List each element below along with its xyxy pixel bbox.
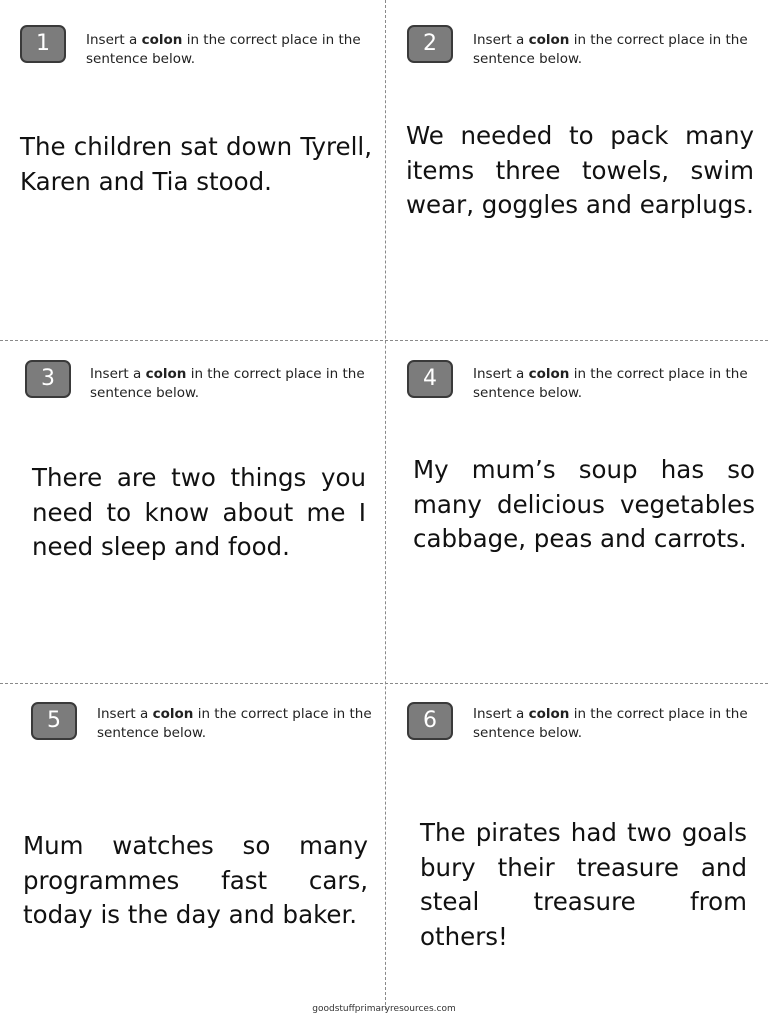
instruction-text: Insert a colon in the correct place in the sentence below. xyxy=(473,366,748,401)
instruction-text: Insert a colon in the correct place in the sentence below. xyxy=(97,706,372,741)
sentence-text: My mum’s soup has so many delicious vegetables cabbage, peas and carrots. xyxy=(413,455,755,553)
sentence-text: The children sat down Tyrell, Karen and Tia stood. xyxy=(20,132,372,196)
sentence-text: Mum watches so many programmes fast cars, today is the day and baker. xyxy=(23,831,368,929)
sentence-text: The pirates had two goals bury their treasure and steal treasure from others! xyxy=(420,818,747,951)
horizontal-cut-line-2 xyxy=(0,683,768,684)
sentence-text: We needed to pack many items three towels, swim wear, goggles and earplugs. xyxy=(406,121,754,219)
card-number-badge: 5 xyxy=(31,702,77,740)
horizontal-cut-line-1 xyxy=(0,340,768,341)
footer-website: goodstuffprimaryresources.com xyxy=(312,1004,456,1014)
card-number-badge: 2 xyxy=(407,25,453,63)
instruction-text: Insert a colon in the correct place in the sentence below. xyxy=(90,366,365,401)
instruction-text: Insert a colon in the correct place in the sentence below. xyxy=(473,32,748,67)
card-number-badge: 1 xyxy=(20,25,66,63)
instruction-text: Insert a colon in the correct place in the sentence below. xyxy=(86,32,361,67)
instruction-text: Insert a colon in the correct place in the sentence below. xyxy=(473,706,748,741)
card-number-badge: 4 xyxy=(407,360,453,398)
vertical-cut-line xyxy=(385,0,386,1010)
card-number-badge: 3 xyxy=(25,360,71,398)
sentence-text: There are two things you need to know about me I need sleep and food. xyxy=(32,463,366,561)
card-number-badge: 6 xyxy=(407,702,453,740)
